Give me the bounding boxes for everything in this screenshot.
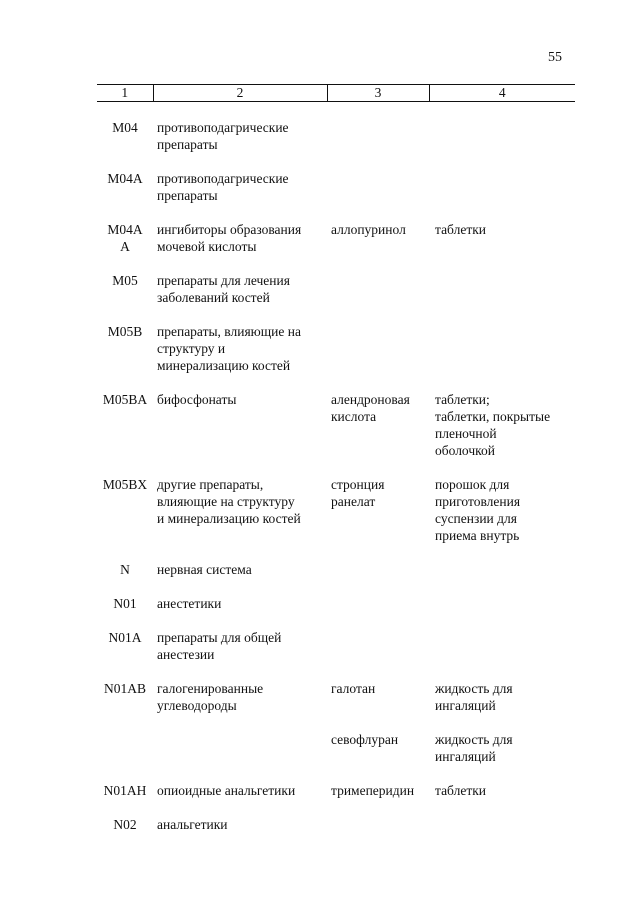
form-cell-line: порошок для [435,477,510,492]
form-cell-line: ингаляций [435,698,496,713]
drug-cell [327,561,429,595]
form-cell [429,816,575,850]
drug-cell [327,680,429,731]
page-number: 55 [548,50,562,65]
code-cell-line: N01 [113,596,137,611]
name-cell-line: анальгетики [157,817,228,832]
drug-cell [327,102,429,171]
column-header-1: 1 [97,85,153,102]
name-cell-line: бифосфонаты [157,392,237,407]
code-cell [97,170,153,221]
name-cell-line: углеводороды [157,698,237,713]
drug-cell [327,816,429,850]
form-cell-line: таблетки [435,222,487,237]
name-cell-line: ингибиторы образования [157,222,302,237]
code-cell [97,221,153,272]
name-cell-line: и минерализацию костей [157,511,301,526]
drug-cell [327,272,429,323]
name-cell-line: препараты для общей [157,630,282,645]
form-cell-line: оболочкой [435,443,495,458]
code-cell [97,595,153,629]
form-cell [429,102,575,171]
code-cell-line: M05BA [102,392,148,407]
name-cell [153,731,327,782]
code-cell-line: M04A [107,171,143,186]
code-cell-line: M04A [107,222,143,237]
table-row [97,561,575,595]
drug-cell-line: галотан [331,681,376,696]
form-cell-line: жидкость для [435,732,513,747]
drug-cell-line: севофлуран [331,732,399,747]
code-cell-line: M05B [107,324,143,339]
drug-cell [327,629,429,680]
drug-cell-line: алендроновая [331,392,410,407]
table-row [97,629,575,680]
drug-cell [327,323,429,391]
drug-classification-table [97,84,575,850]
table-row [97,731,575,782]
name-cell [153,323,327,391]
table-row [97,272,575,323]
name-cell [153,629,327,680]
name-cell-line: опиоидные анальгетики [157,783,296,798]
code-cell [97,102,153,171]
drug-cell-line: ранелат [331,494,376,509]
drug-cell-line: кислота [331,409,377,424]
code-cell [97,680,153,731]
code-cell [97,816,153,850]
code-cell-line: M05BX [102,477,148,492]
column-header-4: 4 [429,85,575,102]
form-cell [429,323,575,391]
form-cell-line: таблетки [435,783,487,798]
table-body [97,102,575,851]
name-cell [153,272,327,323]
name-cell-line: минерализацию костей [157,358,291,373]
name-cell-line: структуру и [157,341,226,356]
code-cell [97,323,153,391]
name-cell [153,595,327,629]
form-cell-line: суспензии для [435,511,517,526]
form-cell-line: пленочной [435,426,497,441]
form-cell [429,476,575,561]
code-cell [97,272,153,323]
form-cell [429,595,575,629]
name-cell-line: противоподагрические [157,171,289,186]
form-cell [429,782,575,816]
table-row [97,782,575,816]
name-cell-line: галогенированные [157,681,264,696]
drug-cell [327,221,429,272]
name-cell-line: нервная система [157,562,252,577]
code-cell [97,782,153,816]
code-cell-line: N01AB [103,681,146,696]
name-cell-line: анестезии [157,647,215,662]
form-cell [429,170,575,221]
code-cell [97,731,153,782]
code-cell-line: N01AH [103,783,147,798]
name-cell [153,102,327,171]
name-cell [153,476,327,561]
form-cell [429,731,575,782]
name-cell [153,561,327,595]
drug-cell [327,170,429,221]
name-cell-line: анестетики [157,596,222,611]
code-cell-line: N [120,562,130,577]
form-cell [429,221,575,272]
form-cell [429,272,575,323]
drug-cell [327,731,429,782]
name-cell-line: препараты, влияющие на [157,324,301,339]
form-cell-line: приема внутрь [435,528,520,543]
drug-cell [327,391,429,476]
name-cell [153,391,327,476]
form-cell-line: ингаляций [435,749,496,764]
name-cell [153,170,327,221]
code-cell [97,476,153,561]
table-row [97,391,575,476]
table-row [97,816,575,850]
name-cell-line: мочевой кислоты [157,239,257,254]
drug-cell-line: стронция [331,477,385,492]
table-row [97,595,575,629]
form-cell [429,629,575,680]
form-cell-line: приготовления [435,494,521,509]
form-cell-line: жидкость для [435,681,513,696]
table-row [97,476,575,561]
name-cell-line: препараты для лечения [157,273,290,288]
drug-cell [327,476,429,561]
code-cell [97,629,153,680]
code-cell [97,391,153,476]
code-cell [97,561,153,595]
drug-cell [327,782,429,816]
name-cell [153,221,327,272]
column-header-3: 3 [327,85,429,102]
name-cell-line: заболеваний костей [157,290,270,305]
code-cell-line: M04 [112,120,138,135]
column-header-2: 2 [153,85,327,102]
name-cell-line: другие препараты, [157,477,264,492]
table-header-row [97,85,575,102]
name-cell-line: влияющие на структуру [157,494,295,509]
name-cell [153,782,327,816]
name-cell [153,680,327,731]
form-cell-line: таблетки, покрытые [435,409,551,424]
table-row [97,680,575,731]
name-cell-line: противоподагрические [157,120,289,135]
drug-cell [327,595,429,629]
code-cell-line: M05 [112,273,138,288]
table-row [97,221,575,272]
table-row [97,323,575,391]
name-cell-line: препараты [157,188,218,203]
code-cell-line: N02 [113,817,137,832]
form-cell [429,680,575,731]
form-cell-line: таблетки; [435,392,490,407]
name-cell-line: препараты [157,137,218,152]
drug-cell-line: аллопуринол [331,222,406,237]
form-cell [429,391,575,476]
form-cell [429,561,575,595]
code-cell-line: A [120,239,130,254]
table-row [97,102,575,171]
code-cell-line: N01A [108,630,142,645]
table-row [97,170,575,221]
drug-cell-line: тримеперидин [331,783,415,798]
name-cell [153,816,327,850]
